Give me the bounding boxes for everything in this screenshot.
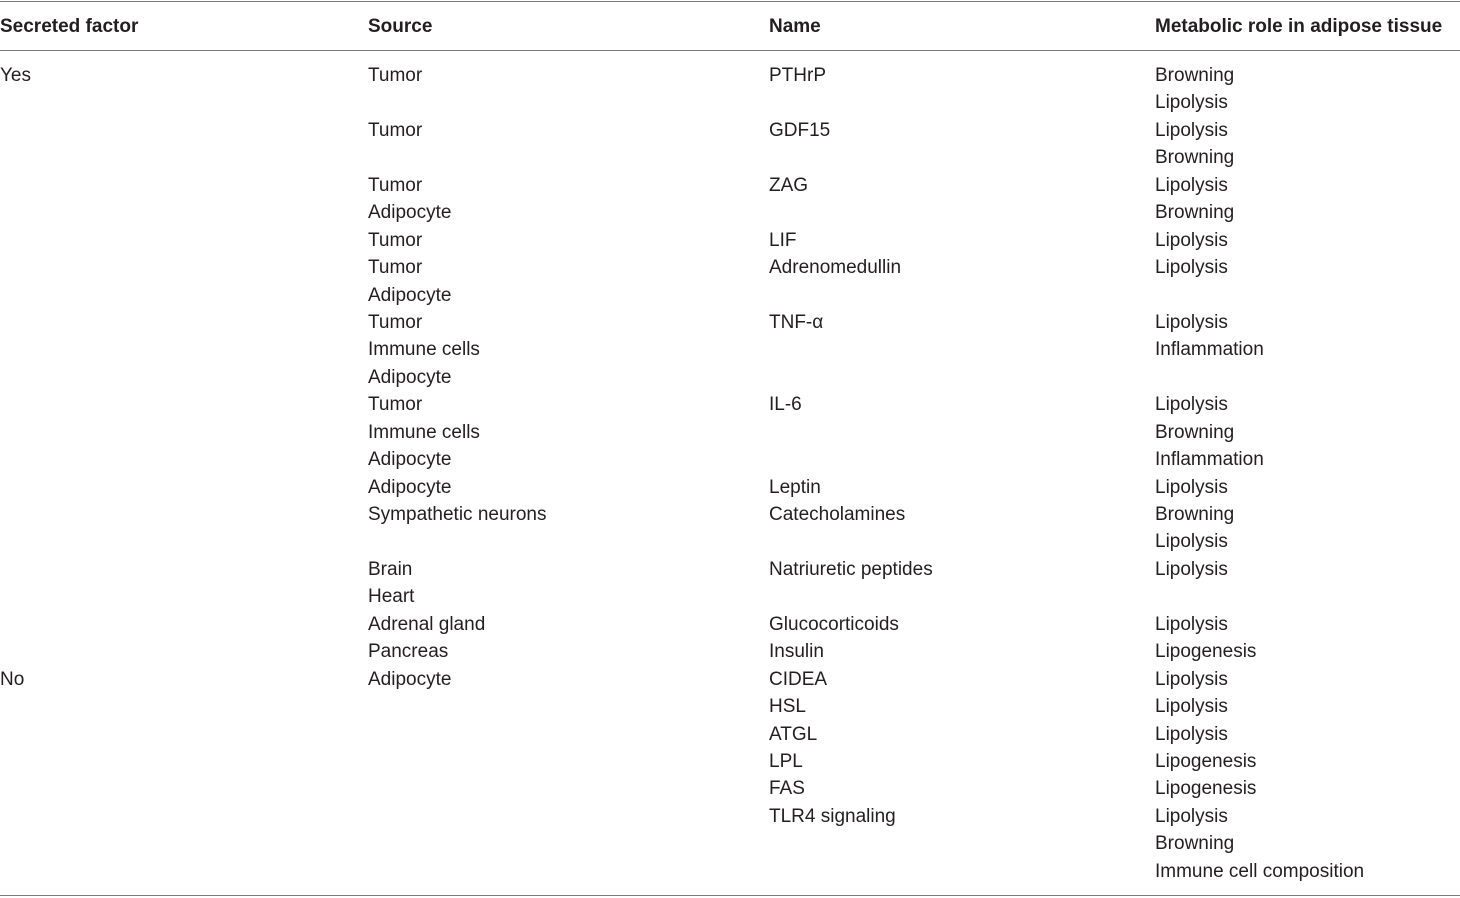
name-cell: Insulin <box>769 641 824 663</box>
source-cell: Tumor <box>368 229 423 251</box>
table-row <box>0 721 1460 748</box>
name-cell: GDF15 <box>769 119 831 141</box>
metabolic-role-cell: Lipolysis <box>1155 394 1228 416</box>
source-cell: Heart <box>368 586 415 608</box>
header-source: Source <box>368 16 433 37</box>
table-row <box>0 748 1460 775</box>
name-cell: ZAG <box>769 174 809 196</box>
table-row <box>0 501 1460 528</box>
name-cell: Adrenomedullin <box>769 257 902 279</box>
metabolic-role-cell: Browning <box>1155 202 1235 224</box>
table-row <box>0 446 1460 473</box>
metabolic-role-cell: Lipolysis <box>1155 92 1228 114</box>
source-cell: Tumor <box>368 394 423 416</box>
name-cell: PTHrP <box>769 65 826 86</box>
metabolic-role-cell: Lipolysis <box>1155 531 1228 553</box>
metabolic-role-cell: Browning <box>1155 147 1235 169</box>
source-cell: Pancreas <box>368 641 449 663</box>
metabolic-role-cell: Lipogenesis <box>1155 778 1257 800</box>
table-row <box>0 282 1460 309</box>
table-row <box>0 666 1460 693</box>
table-row <box>0 254 1460 281</box>
metabolic-role-cell: Lipolysis <box>1155 311 1228 333</box>
name-cell: IL-6 <box>769 394 802 416</box>
source-cell: Tumor <box>368 174 423 196</box>
table-row <box>0 336 1460 363</box>
source-cell: Adipocyte <box>368 449 452 471</box>
metabolic-role-cell: Lipolysis <box>1155 476 1228 498</box>
metabolic-role-cell: Lipolysis <box>1155 257 1228 279</box>
header-metabolic-role: Metabolic role in adipose tissue <box>1155 16 1443 37</box>
name-cell: Catecholamines <box>769 504 906 525</box>
metabolic-role-cell: Browning <box>1155 421 1235 443</box>
metabolic-role-cell: Lipogenesis <box>1155 750 1257 772</box>
source-cell: Sympathetic neurons <box>368 504 547 525</box>
name-cell: TLR4 signaling <box>769 805 896 827</box>
header-name: Name <box>769 16 821 37</box>
metabolic-role-cell: Lipolysis <box>1155 696 1228 718</box>
table-body <box>0 62 1460 885</box>
metabolic-role-cell: Lipolysis <box>1155 229 1228 251</box>
table-row <box>0 611 1460 638</box>
name-cell: HSL <box>769 696 806 718</box>
name-cell: Natriuretic peptides <box>769 558 933 580</box>
metabolic-role-cell: Lipolysis <box>1155 613 1228 635</box>
name-cell: Glucocorticoids <box>769 613 899 635</box>
name-cell: Leptin <box>769 476 821 498</box>
name-cell: FAS <box>769 778 805 800</box>
table-row <box>0 89 1460 116</box>
source-cell: Immune cells <box>368 421 480 443</box>
name-cell: LIF <box>769 229 797 251</box>
header-secreted-factor: Secreted factor <box>0 16 139 37</box>
table-row <box>0 172 1460 199</box>
table-row <box>0 364 1460 391</box>
source-cell: Adipocyte <box>368 284 452 306</box>
metabolic-role-cell: Lipolysis <box>1155 558 1228 580</box>
name-cell: LPL <box>769 750 803 772</box>
metabolic-role-cell: Browning <box>1155 833 1235 855</box>
source-cell: Tumor <box>368 65 423 86</box>
source-cell: Tumor <box>368 257 423 279</box>
table-row <box>0 858 1460 885</box>
secreted-factor-cell: No <box>0 668 25 690</box>
source-cell: Tumor <box>368 311 423 333</box>
table-row <box>0 199 1460 226</box>
table-row <box>0 638 1460 665</box>
source-cell: Adipocyte <box>368 476 452 498</box>
metabolic-role-cell: Lipolysis <box>1155 805 1228 827</box>
source-cell: Brain <box>368 558 413 580</box>
table-row <box>0 117 1460 144</box>
table-top-rule <box>0 1 1460 2</box>
metabolic-role-cell: Lipolysis <box>1155 174 1228 196</box>
table-row <box>0 583 1460 610</box>
source-cell: Adrenal gland <box>368 613 486 635</box>
metabolic-role-cell: Lipolysis <box>1155 119 1228 141</box>
name-cell: TNF-α <box>769 311 824 333</box>
name-cell: CIDEA <box>769 668 828 690</box>
table-row <box>0 309 1460 336</box>
metabolic-role-cell: Immune cell composition <box>1155 860 1365 882</box>
secreted-factor-cell: Yes <box>0 65 31 86</box>
source-cell: Adipocyte <box>368 366 452 388</box>
table-row <box>0 556 1460 583</box>
table-header-row <box>0 13 1460 41</box>
table-row <box>0 803 1460 830</box>
source-cell: Tumor <box>368 119 423 141</box>
table-row <box>0 830 1460 857</box>
metabolic-role-cell: Lipolysis <box>1155 723 1228 745</box>
table-row <box>0 62 1460 89</box>
table-row <box>0 528 1460 555</box>
table-row <box>0 693 1460 720</box>
table-header-rule <box>0 50 1460 51</box>
source-cell: Immune cells <box>368 339 480 361</box>
source-cell: Adipocyte <box>368 668 452 690</box>
table-row <box>0 419 1460 446</box>
table-bottom-rule <box>0 895 1460 896</box>
metabolic-role-cell: Lipogenesis <box>1155 641 1257 663</box>
table-row <box>0 474 1460 501</box>
metabolic-role-cell: Lipolysis <box>1155 668 1228 690</box>
source-cell: Adipocyte <box>368 202 452 224</box>
table-row <box>0 775 1460 802</box>
metabolic-role-cell: Browning <box>1155 504 1235 525</box>
table-row <box>0 391 1460 418</box>
table-row <box>0 144 1460 171</box>
name-cell: ATGL <box>769 723 818 745</box>
metabolic-role-cell: Inflammation <box>1155 449 1264 471</box>
table-row <box>0 227 1460 254</box>
metabolic-role-cell: Browning <box>1155 65 1235 86</box>
metabolic-role-cell: Inflammation <box>1155 339 1264 361</box>
